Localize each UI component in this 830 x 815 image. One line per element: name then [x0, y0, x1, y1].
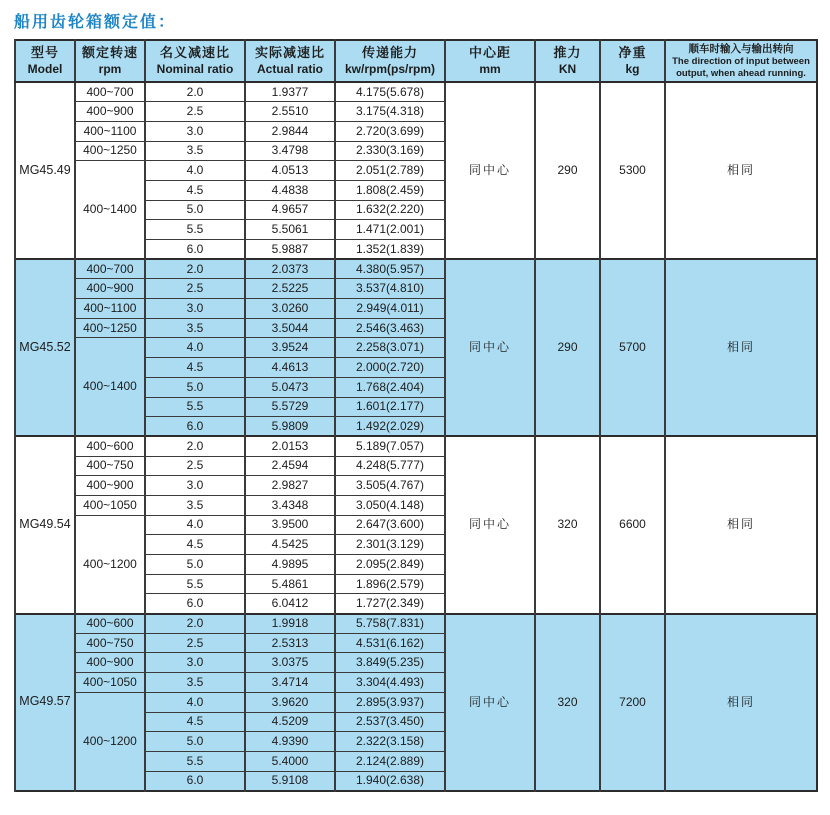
rpm-cell: 400~1200 [75, 515, 145, 613]
column-header-model [15, 40, 75, 82]
capacity-cell: 5.758(7.831) [335, 614, 445, 634]
model-cell: MG49.54 [15, 436, 75, 613]
capacity-cell: 1.471(2.001) [335, 220, 445, 240]
column-header-center-distance [445, 40, 535, 82]
column-header-rated-speed-zh: 额定转速 [81, 45, 138, 61]
capacity-cell: 1.727(2.349) [335, 594, 445, 614]
actual-ratio-cell: 1.9377 [245, 82, 335, 102]
actual-ratio-cell: 4.5209 [245, 712, 335, 732]
column-header-actual-ratio-en: Actual ratio [256, 61, 323, 76]
nominal-ratio-cell: 6.0 [145, 417, 245, 437]
capacity-cell: 2.124(2.889) [335, 751, 445, 771]
actual-ratio-cell: 5.9887 [245, 240, 335, 260]
nominal-ratio-cell: 3.5 [145, 495, 245, 515]
capacity-cell: 3.849(5.235) [335, 653, 445, 673]
rpm-cell: 400~1250 [75, 318, 145, 338]
rpm-cell: 400~1400 [75, 161, 145, 259]
actual-ratio-cell: 5.9108 [245, 771, 335, 791]
nominal-ratio-cell: 6.0 [145, 771, 245, 791]
nominal-ratio-cell: 2.5 [145, 279, 245, 299]
rpm-cell: 400~1100 [75, 299, 145, 319]
column-header-direction [665, 40, 817, 82]
actual-ratio-cell: 4.9657 [245, 200, 335, 220]
nominal-ratio-cell: 6.0 [145, 594, 245, 614]
nominal-ratio-cell: 3.5 [145, 673, 245, 693]
capacity-cell: 4.380(5.957) [335, 259, 445, 279]
nominal-ratio-cell: 5.0 [145, 732, 245, 752]
nominal-ratio-cell: 4.5 [145, 358, 245, 378]
actual-ratio-cell: 4.4838 [245, 180, 335, 200]
nominal-ratio-cell: 3.0 [145, 653, 245, 673]
rpm-cell: 400~1200 [75, 692, 145, 790]
capacity-cell: 1.768(2.404) [335, 377, 445, 397]
nominal-ratio-cell: 5.5 [145, 397, 245, 417]
nominal-ratio-cell: 4.0 [145, 161, 245, 181]
capacity-cell: 1.896(2.579) [335, 574, 445, 594]
table-body [15, 82, 817, 791]
actual-ratio-cell: 4.9895 [245, 555, 335, 575]
actual-ratio-cell: 5.5729 [245, 397, 335, 417]
center-distance-cell: 同中心 [445, 82, 535, 259]
page-title: 船用齿轮箱额定值： [14, 14, 177, 31]
capacity-cell: 2.301(3.129) [335, 535, 445, 555]
column-header-thrust-zh: 推力 [553, 45, 582, 61]
actual-ratio-cell: 3.9500 [245, 515, 335, 535]
center-distance-cell: 同中心 [445, 614, 535, 791]
capacity-cell: 2.000(2.720) [335, 358, 445, 378]
table-header [15, 40, 817, 82]
rpm-cell: 400~900 [75, 102, 145, 122]
rpm-cell: 400~1050 [75, 673, 145, 693]
capacity-cell: 2.051(2.789) [335, 161, 445, 181]
column-header-nominal-ratio [145, 40, 245, 82]
column-header-capacity-en: kw/rpm(ps/rpm) [344, 61, 435, 76]
capacity-cell: 3.050(4.148) [335, 495, 445, 515]
actual-ratio-cell: 2.5225 [245, 279, 335, 299]
column-header-net-weight [600, 40, 665, 82]
capacity-cell: 3.537(4.810) [335, 279, 445, 299]
table-row [15, 436, 817, 456]
actual-ratio-cell: 5.5061 [245, 220, 335, 240]
net-weight-cell: 6600 [600, 436, 665, 613]
thrust-cell: 320 [535, 614, 600, 791]
nominal-ratio-cell: 4.0 [145, 692, 245, 712]
nominal-ratio-cell: 5.0 [145, 377, 245, 397]
capacity-cell: 1.352(1.839) [335, 240, 445, 260]
nominal-ratio-cell: 5.0 [145, 200, 245, 220]
thrust-cell: 320 [535, 436, 600, 613]
column-header-capacity-zh: 传递能力 [361, 45, 418, 61]
capacity-cell: 3.505(4.767) [335, 476, 445, 496]
center-distance-cell: 同中心 [445, 436, 535, 613]
actual-ratio-cell: 3.4714 [245, 673, 335, 693]
column-header-thrust [535, 40, 600, 82]
capacity-cell: 2.949(4.011) [335, 299, 445, 319]
direction-cell: 相同 [665, 259, 817, 436]
nominal-ratio-cell: 3.5 [145, 141, 245, 161]
actual-ratio-cell: 2.9827 [245, 476, 335, 496]
rpm-cell: 400~1400 [75, 338, 145, 436]
rpm-cell: 400~900 [75, 279, 145, 299]
capacity-cell: 2.095(2.849) [335, 555, 445, 575]
capacity-cell: 2.537(3.450) [335, 712, 445, 732]
actual-ratio-cell: 3.4798 [245, 141, 335, 161]
thrust-cell: 290 [535, 259, 600, 436]
column-header-thrust-en: KN [558, 61, 577, 76]
table-row [15, 82, 817, 102]
gearbox-ratings-table [14, 39, 818, 792]
column-header-model-zh: 型号 [30, 45, 59, 61]
nominal-ratio-cell: 4.0 [145, 515, 245, 535]
nominal-ratio-cell: 3.0 [145, 476, 245, 496]
table-row [15, 614, 817, 634]
table-row [15, 259, 817, 279]
nominal-ratio-cell: 3.5 [145, 318, 245, 338]
capacity-cell: 2.720(3.699) [335, 121, 445, 141]
actual-ratio-cell: 2.9844 [245, 121, 335, 141]
nominal-ratio-cell: 2.5 [145, 633, 245, 653]
column-header-nominal-ratio-en: Nominal ratio [156, 61, 234, 76]
rpm-cell: 400~1050 [75, 495, 145, 515]
column-header-rated-speed-en: rpm [98, 61, 122, 76]
actual-ratio-cell: 4.9390 [245, 732, 335, 752]
nominal-ratio-cell: 2.0 [145, 614, 245, 634]
nominal-ratio-cell: 2.0 [145, 436, 245, 456]
actual-ratio-cell: 6.0412 [245, 594, 335, 614]
capacity-cell: 5.189(7.057) [335, 436, 445, 456]
nominal-ratio-cell: 6.0 [145, 240, 245, 260]
thrust-cell: 290 [535, 82, 600, 259]
nominal-ratio-cell: 4.0 [145, 338, 245, 358]
nominal-ratio-cell: 4.5 [145, 535, 245, 555]
nominal-ratio-cell: 5.0 [145, 555, 245, 575]
actual-ratio-cell: 2.0153 [245, 436, 335, 456]
actual-ratio-cell: 2.0373 [245, 259, 335, 279]
actual-ratio-cell: 4.4613 [245, 358, 335, 378]
nominal-ratio-cell: 4.5 [145, 180, 245, 200]
actual-ratio-cell: 3.0375 [245, 653, 335, 673]
actual-ratio-cell: 3.9620 [245, 692, 335, 712]
net-weight-cell: 5700 [600, 259, 665, 436]
actual-ratio-cell: 4.5425 [245, 535, 335, 555]
capacity-cell: 1.492(2.029) [335, 417, 445, 437]
rpm-cell: 400~900 [75, 653, 145, 673]
rpm-cell: 400~750 [75, 633, 145, 653]
capacity-cell: 1.632(2.220) [335, 200, 445, 220]
center-distance-cell: 同中心 [445, 259, 535, 436]
capacity-cell: 2.322(3.158) [335, 732, 445, 752]
actual-ratio-cell: 3.4348 [245, 495, 335, 515]
nominal-ratio-cell: 2.0 [145, 259, 245, 279]
capacity-cell: 1.601(2.177) [335, 397, 445, 417]
column-header-capacity [335, 40, 445, 82]
nominal-ratio-cell: 2.0 [145, 82, 245, 102]
actual-ratio-cell: 4.0513 [245, 161, 335, 181]
column-header-center-distance-zh: 中心距 [468, 45, 511, 61]
header-row [15, 40, 817, 82]
net-weight-cell: 7200 [600, 614, 665, 791]
actual-ratio-cell: 3.0260 [245, 299, 335, 319]
capacity-cell: 2.647(3.600) [335, 515, 445, 535]
column-header-net-weight-en: kg [625, 61, 640, 76]
nominal-ratio-cell: 3.0 [145, 299, 245, 319]
capacity-cell: 1.940(2.638) [335, 771, 445, 791]
rpm-cell: 400~1250 [75, 141, 145, 161]
nominal-ratio-cell: 4.5 [145, 712, 245, 732]
capacity-cell: 2.258(3.071) [335, 338, 445, 358]
column-header-direction-en: The direction of input between output, when ahead running. [672, 56, 810, 79]
nominal-ratio-cell: 5.5 [145, 220, 245, 240]
column-header-net-weight-zh: 净重 [618, 45, 647, 61]
direction-cell: 相同 [665, 614, 817, 791]
capacity-cell: 3.175(4.318) [335, 102, 445, 122]
capacity-cell: 4.531(6.162) [335, 633, 445, 653]
rpm-cell: 400~750 [75, 456, 145, 476]
model-cell: MG49.57 [15, 614, 75, 791]
actual-ratio-cell: 5.4861 [245, 574, 335, 594]
rpm-cell: 400~600 [75, 436, 145, 456]
net-weight-cell: 5300 [600, 82, 665, 259]
capacity-cell: 4.175(5.678) [335, 82, 445, 102]
column-header-model-en: Model [27, 61, 63, 76]
column-header-direction-zh: 顺车时输入与输出转向 [688, 44, 794, 56]
nominal-ratio-cell: 5.5 [145, 751, 245, 771]
actual-ratio-cell: 3.9524 [245, 338, 335, 358]
actual-ratio-cell: 5.9809 [245, 417, 335, 437]
actual-ratio-cell: 2.5510 [245, 102, 335, 122]
column-header-rated-speed [75, 40, 145, 82]
actual-ratio-cell: 5.4000 [245, 751, 335, 771]
column-header-actual-ratio-zh: 实际减速比 [254, 45, 325, 61]
rpm-cell: 400~600 [75, 614, 145, 634]
rpm-cell: 400~700 [75, 259, 145, 279]
column-header-actual-ratio [245, 40, 335, 82]
actual-ratio-cell: 2.4594 [245, 456, 335, 476]
capacity-cell: 2.330(3.169) [335, 141, 445, 161]
actual-ratio-cell: 1.9918 [245, 614, 335, 634]
capacity-cell: 1.808(2.459) [335, 180, 445, 200]
capacity-cell: 4.248(5.777) [335, 456, 445, 476]
actual-ratio-cell: 2.5313 [245, 633, 335, 653]
rpm-cell: 400~900 [75, 476, 145, 496]
actual-ratio-cell: 3.5044 [245, 318, 335, 338]
column-header-nominal-ratio-zh: 名义减速比 [159, 45, 230, 61]
capacity-cell: 2.895(3.937) [335, 692, 445, 712]
direction-cell: 相同 [665, 436, 817, 613]
nominal-ratio-cell: 3.0 [145, 121, 245, 141]
model-cell: MG45.52 [15, 259, 75, 436]
model-cell: MG45.49 [15, 82, 75, 259]
rpm-cell: 400~700 [75, 82, 145, 102]
nominal-ratio-cell: 5.5 [145, 574, 245, 594]
column-header-center-distance-en: mm [479, 61, 501, 76]
capacity-cell: 3.304(4.493) [335, 673, 445, 693]
capacity-cell: 2.546(3.463) [335, 318, 445, 338]
direction-cell: 相同 [665, 82, 817, 259]
nominal-ratio-cell: 2.5 [145, 456, 245, 476]
nominal-ratio-cell: 2.5 [145, 102, 245, 122]
actual-ratio-cell: 5.0473 [245, 377, 335, 397]
rpm-cell: 400~1100 [75, 121, 145, 141]
